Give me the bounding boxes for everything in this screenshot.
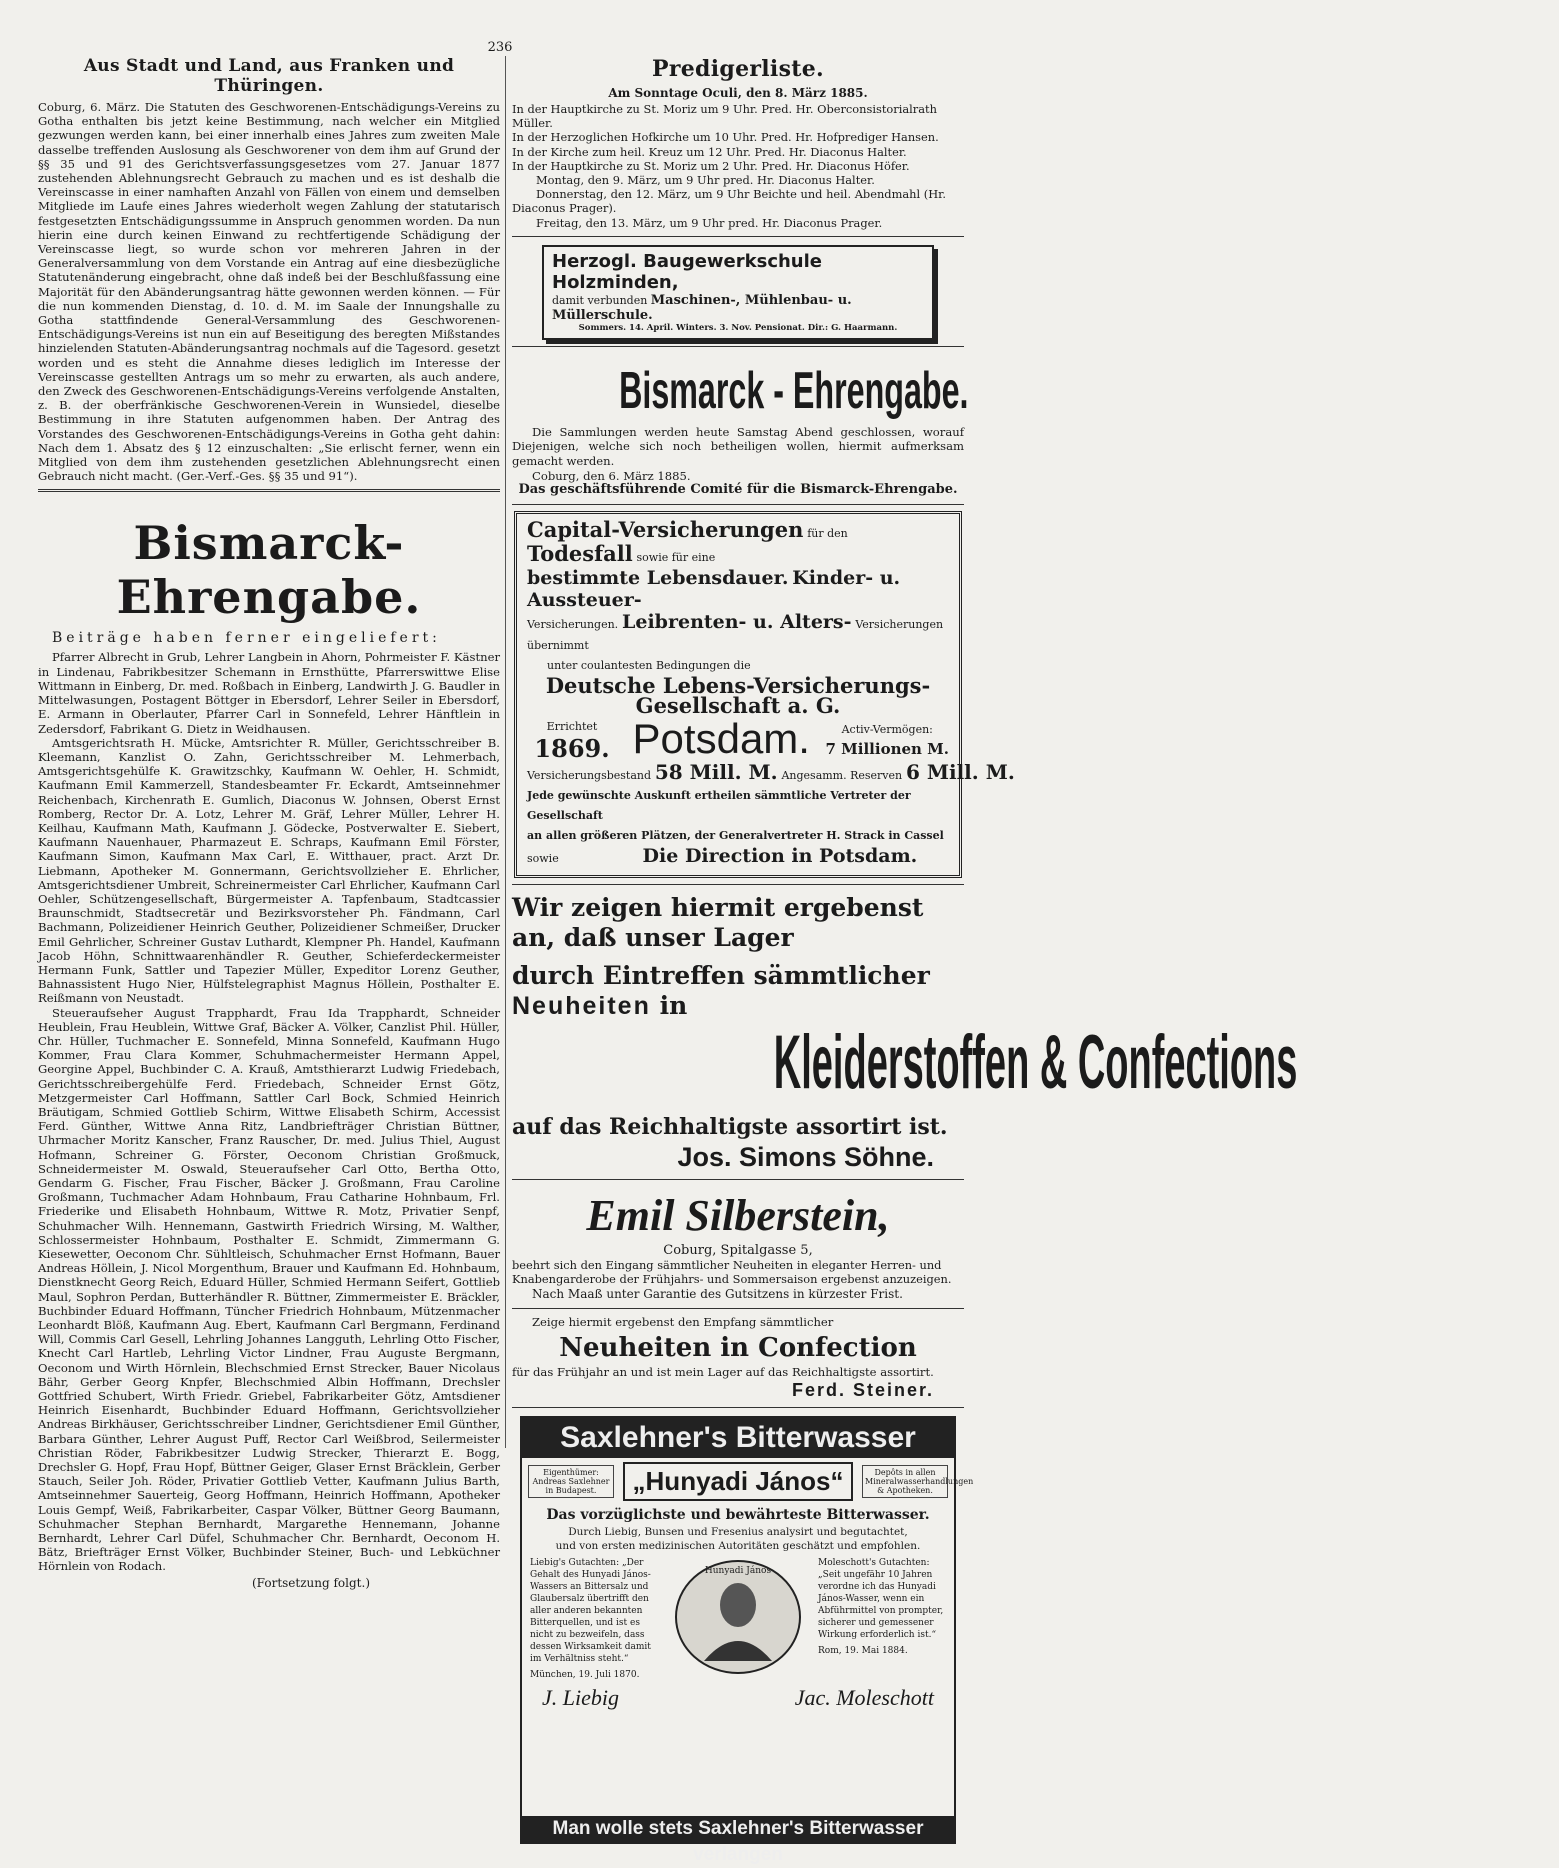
moleschott-text: Moleschott's Gutachten: „Seit ungefähr 10 Jahren verordne ich das Hunyadi János-Wasser, wenn ein Abführmittel von prompter, sicherer und gemessener Wirkung erforderlich ist.“ [818,1557,944,1640]
bismarck-ad-title [512,361,969,421]
silberstein-ad [512,1190,964,1302]
insurance-line: Kinder- u. Aussteuer- [527,566,901,611]
liebig-place: München, 19. Juli 1870. [530,1669,640,1680]
insurance-line: Versicherungen. [527,617,619,631]
saxlehner-banner: Saxlehner's Bitterwasser [522,1418,954,1458]
right-column [512,56,1298,1865]
sermon-date: Am Sonntage Oculi, den 8. März 1885. [608,86,868,100]
insurance-line: unter coulantesten Bedingungen die [547,658,751,672]
saxlehner-brand: „Hunyadi János“ [623,1462,854,1501]
school-prefix: damit verbunden [552,293,648,307]
steiner-line: für das Frühjahr an und ist mein Lager auf das Reichhaltigste assortirt. [512,1365,934,1380]
divider [512,346,964,347]
insurance-city: Potsdam. [632,714,810,762]
school-title: Herzogl. Baugewerkschule Holzminden, [552,250,822,293]
insurance-stock-value: 58 Mill. M. [654,759,778,784]
insurance-company: Deutsche Lebens-Versicherungs-Gesellschaft a. G. [545,672,931,718]
divider [512,884,964,885]
liebig-quote [530,1557,658,1681]
assets-label: Activ-Vermögen: [841,722,933,736]
steiner-firm: Ferd. Steiner. [791,1379,934,1400]
bismarck-ad-signature: Das geschäftsführende Comité für die Bismarck-Ehrengabe. [518,482,958,498]
insurance-line: Todesfall [527,540,633,566]
insurance-line: Jede gewünschte Auskunft ertheilen sämmtliche Vertreter der Gesellschaft [527,788,911,822]
saxlehner-headline: Das vorzüglichste und bewährteste Bitterwasser. [546,1506,930,1523]
saxlehner-depots: Depôts in allen Mineralwasserhandlungen & Apotheken. [862,1465,948,1498]
insurance-stock-label: Versicherungsbestand [527,768,652,782]
sermon-line: In der Herzoglichen Hofkirche um 10 Uhr. Pred. Hr. Hofprediger Hansen. [512,130,939,145]
school-terms: Sommers. 14. April. Winters. 3. Nov. Pensionat. Dir.: G. Haarmann. [578,322,898,333]
saxlehner-subline: und von ersten medizinischen Autoritäten geschätzt und empfohlen. [555,1539,921,1552]
kleider-line-part: durch Eintreffen sämmtlicher [512,960,930,990]
sermon-line: Donnerstag, den 12. März, um 9 Uhr Beichte und heil. Abendmahl (Hr. Diaconus Prager). [512,187,946,216]
saxlehner-subline: Durch Liebig, Bunsen und Fresenius analysirt und begutachtet, [568,1525,908,1538]
section-heading: Aus Stadt und Land, aus Franken und Thüringen. [83,56,455,96]
saxlehner-footer: Man wolle stets Saxlehner's Bitterwasser verlangen [522,1816,954,1842]
liebig-signature: J. Liebig [542,1684,619,1710]
saxlehner-owner: Eigenthümer: Andreas Saxlehner in Budapest. [528,1465,614,1498]
sermon-line: In der Kirche zum heil. Kreuz um 12 Uhr. Pred. Hr. Diaconus Halter. [512,144,907,159]
left-column [38,56,500,1590]
insurance-line: Versicherungen übernimmt [527,617,944,652]
divider [512,1308,964,1309]
insurance-line: Leibrenten- u. Alters- [622,610,852,633]
predigerliste-heading: Predigerliste. [652,56,824,82]
assets-value: 7 Millionen M. [825,739,949,758]
insurance-direction: Die Direction in Potsdam. [642,844,918,867]
steiner-ad [512,1315,964,1401]
kleider-line: Wir zeigen hiermit ergebenst an, daß unser Lager [512,892,924,952]
moleschott-signature: Jac. Moleschott [794,1684,934,1710]
portrait-image [668,1557,808,1677]
insurance-line: sowie für eine [636,550,716,564]
silberstein-text: beehrt sich den Eingang sämmtlicher Neuheiten in eleganter Herren- und Knabengarderobe der Frühjahrs- und Sommersaison ergebenst anzuzeigen. [512,1257,952,1287]
silberstein-name: Emil Silberstein, [586,1190,890,1240]
bismarck-title: Bismarck-Ehrengabe. [116,516,422,625]
founded-label: Errichtet [546,719,598,733]
divider [512,1407,964,1408]
news-article: Coburg, 6. März. Die Statuten des Geschworenen-Entschädigungs-Vereins zu Gotha enthalten bis jetzt keine Bestimmung, nach welcher ein Mitglied gezwungen werden kann, bei einer innerhalb eines Jahres zum zweiten Male dasselbe treffenden Auslosung als Geschworener von dem ihm auf Grund der §§ 35 und 91 des Gerichtsverfassungsgesetzes vom 27. Januar 1877 zustehenden Ablehnungsrecht Gebrauch zu machen und es ist deshalb die Vereinscasse in einer namhaften Anzahl von Fällen von einem und demselben Mitgliede im Laufe eines Jahres wiederholt wegen Zahlung der statutarisch festgesetzten Entschädigungssumme in Anspruch genommen worden. Da nun hierin eine durch keinen Einwand zu rechtfertigende Schädigung der Vereinscasse liegt, so wurde schon vor mehreren Jahren in der Generalversammlung von dem Vorstande ein Antrag auf eine diesbezügliche Statutenänderung eingebracht, ohne daß indeß bei der Beschlußfassung eine Majorität für den Abänderungsantrag hätte gewonnen werden können. — Für die nun kommenden Dienstag, d. 10. d. M. im Saale der Innungshalle zu Gotha stattfindende General-Versammlung des Geschworenen-Entschädigungs-Vereins ist nun ein auf Beseitigung des beregten Mißstandes hinzielenden Statuten-Abänderungsantrag nochmals auf die Tagesord. gesetzt worden und es steht die Annahme dieses lediglich im Interesse der Vereinscasse gestellten Antrags um so mehr zu erwarten, als auch andere, den Zweck des Geschworenen-Entschädigungs-Vereins verfolgende Anstalten, z. B. der oberfränkische Geschworenen-Verein in Wunsiedel, dieselbe Bestimmung in ihre Statuten aufgenommen haben. Der Antrag des Vorstandes des Geschworenen-Entschädigungs-Vereins in Gotha geht dahin: Nach dem 1. Absatz des § 12 einzuschalten: „Sie erlischt ferner, wenn ein Mitglied von dem ihm zustehenden gesetzlichen Ablehnungsrecht einen Gebrauch nicht macht. (Ger.-Verf.-Ges. §§ 35 und 91“). [38,100,500,484]
kleider-ad [512,892,1298,1173]
sermon-list [512,102,964,230]
divider [38,489,500,492]
insurance-line: Capital-Versicherungen [527,516,804,542]
contributors-list: Steueraufseher August Trapphardt, Frau Ida Trapphardt, Schneider Heublein, Frau Heublein, Wittwe Graf, Bäcker A. Völker, Canzlist Phil. Hüller, Chr. Hüller, Tuchmacher E. Sonnefeld, Minna Sonnefeld, Kaufmann Hugo Kommer, Frau Clara Kommer, Schuhmachermeister Hermann Appel, Georgine Appel, Buchbinder C. A. Krauß, Amtsthierarzt Ludwig Friedebach, Gerichtsschreibergehülfe Ferd. Friedebach, Schneider Ernst Götz, Metzgermeister Carl Hoffmann, Sattler Carl Bock, Schmied Heinrich Bräutigam, Schmied Gottlieb Schirm, Wittwe Elisabeth Schirm, Accessist Ferd. Günther, Wittwe Anna Ritz, Landbriefträger Christian Büttner, Uhrmacher Moritz Kanscher, Franz Rauscher, Dr. med. Julius Thiel, August Hofmann, Schreiner G. Förster, Oeconom Christian Großmuck, Schneidermeister M. Oswald, Steueraufseher Carl Otto, Bertha Otto, Gendarm G. Fischer, Frau Fischer, Bäcker J. Großmann, Frau Caroline Großmann, Tuchmacher Adam Hohnbaum, Frau Catharine Hohnbaum, Frl. Friederike und Elisabeth Hohnbaum, Wittwe R. Motz, Privatier Senpf, Schuhmacher Wilh. Hennemann, Gastwirth Friedrich Wirsing, M. Walther, Schlossermeister Hohnbaum, Posthalter E. Schmidt, Zimmermann G. Kiesewetter, Oeconom Chr. Sühltleisch, Schuhmacher Ernst Hofmann, Bauer Andreas Höllein, J. Nicol Morgenthum, Brauer und Kaufmann Ed. Hohnbaum, Dienstknecht Georg Reich, Eduard Hüller, Schmied Hermann Seifert, Gottlieb Maul, Sophron Perdan, Butterhändler R. Büttner, Zimmermeister E. Bräckler, Buchbinder Eduard Hoffmann, Tüncher Friedrich Hohnbaum, Mützenmacher Leonhardt Blöß, Kaufmann Aug. Ebert, Kaufmann Carl Bergmann, Ferdinand Will, Commis Carl Gesell, Lehrling Johannes Langguth, Lehrling Otto Fischer, Knecht Carl Hartleb, Lehrling Victor Lindner, Frau Auguste Bergmann, Oeconom und Wirth Hörnlein, Blechschmied Ernst Strecker, Bauer Nicolaus Bähr, Gerber Georg Knpfer, Blechschmied Albin Hoffmann, Drechsler Gottfried Schubert, Wirth Friedr. Griebel, Fabrikarbeiter Götz, Amtsdiener Heinrich Eisenhardt, Buchbinder Eduard Hoffmann, Gerichtsvollzieher Andreas Birkhäuser, Gerichtsschreiber Lindner, Gerichtsdiener Emil Günther, Barbara Günther, Lehrer August Puff, Rector Carl Weißbrod, Seilermeister Christian Röder, Fabrikbesitzer Ludwig Strecker, Thierarzt E. Bogg, Drechsler G. Hopf, Frau Hopf, Büttner Geiger, Glaser Ernst Bräcklein, Gerber Stauch, Seiler Joh. Röder, Privatier Gottlieb Vetter, Kaufmann Julius Barth, Amtseinnehmer Sauerteig, Georg Hoffmann, Heinrich Hoffmann, Apotheker Louis Gempf, Weiß, Fabrikarbeiter, Caspar Völker, Büttner Georg Baumann, Schuhmacher Stephan Bernhardt, Margarethe Hennemann, Johanne Bernhardt, Lehrer Carl Düfel, Schuhmacher Chr. Bernhardt, Oeconom H. Bätz, Briefträger Ernst Völker, Buchbinder Steiner, Buch- und Lebküchner Hörnlein von Rodach. [38,1005,500,1574]
school-ad [542,245,934,340]
steiner-line: Zeige hiermit ergebenst den Empfang sämmtlicher [532,1314,834,1329]
kleider-line-part: Neuheiten [512,991,651,1020]
kleider-line: auf das Reichhaltigste assortirt ist. [512,1113,948,1140]
moleschott-quote [818,1557,946,1681]
kleider-big-text: Kleiderstoffen & Confections [773,1019,1298,1105]
bismarck-ad-place: Coburg, den 6. März 1885. [532,468,691,483]
insurance-line: sowie [527,851,559,865]
kleider-big [512,1019,1298,1105]
divider [512,236,964,237]
kleider-firm: Jos. Simons Söhne. [677,1141,934,1172]
sermon-line: Montag, den 9. März, um 9 Uhr pred. Hr. Diaconus Halter. [536,173,875,188]
insurance-ad [514,511,1015,878]
bismarck-ad-title-text: Bismarck - Ehrengabe. [619,361,969,420]
sermon-line: In der Hauptkirche zu St. Moriz um 9 Uhr. Pred. Hr. Oberconsistorialrath Müller. [512,102,937,131]
insurance-line: für den [807,526,848,540]
contributors-list: Pfarrer Albrecht in Grub, Lehrer Langbein in Ahorn, Pohrmeister F. Kästner in Lindenau, Fabrikbesitzer Schemann in Ernsthütte, Pfarrerswittwe Elise Wittmann in Einberg, Dr. med. Roßbach in Einberg, Landwirth J. G. Baudler in Mittelwasungen, Postagent Böttger in Ebersdorf, Lehrer Seiler in Ebersdorf, E. Armann in Oberlauter, Pfarrer Carl in Sonnefeld, Lehrer Hänftlein in Zedersdorf, Fabrikant G. Dietz in Weidhausen. [38,650,500,736]
portrait-label: Hunyadi János [704,1565,772,1576]
divider [512,504,964,505]
silberstein-text: Nach Maaß unter Garantie des Gutsitzens in kürzester Frist. [532,1286,903,1301]
column-divider [505,56,506,1448]
continued-note: (Fortsetzung folgt.) [252,1575,370,1590]
school-departments: Maschinen-, Mühlenbau- u. Müllerschule. [552,292,852,323]
silberstein-address: Coburg, Spitalgasse 5, [663,1242,813,1258]
liebig-text: Liebig's Gutachten: „Der Gehalt des Hunyadi János-Wassers an Bittersalz und Glaubersalz übertrifft den aller anderen bekannten Bitterquellen, und ist es nicht zu bezweifeln, dass dessen Wirksamkeit damit im Verhältniss steht.“ [530,1557,651,1664]
sermon-line: In der Hauptkirche zu St. Moriz um 2 Uhr. Pred. Hr. Diaconus Höfer. [512,158,910,173]
divider [512,1179,964,1180]
page-number: 236 [487,40,513,55]
saxlehner-ad [520,1416,974,1865]
insurance-line: bestimmte Lebensdauer. [527,566,789,589]
insurance-line: an allen größeren Plätzen, der Generalvertreter H. Strack in Cassel [527,828,944,842]
reserves-label: Angesamm. Reserven [781,768,903,782]
reserves-value: 6 Mill. M. [905,759,1015,784]
school-subline [552,293,924,323]
bismarck-ad-text: Die Sammlungen werden heute Samstag Abend geschlossen, worauf Diejenigen, welche sich noch betheiligen wollen, hiermit aufmerksam gemacht werden. [512,424,964,469]
steiner-headline: Neuheiten in Confection [559,1333,917,1364]
moleschott-place: Rom, 19. Mai 1884. [818,1645,908,1656]
founded-year: 1869. [534,733,610,763]
kleider-line [512,961,964,1021]
kleider-line-part: in [659,990,688,1020]
contributions-subtitle: Beiträge haben ferner eingeliefert: [52,630,441,647]
sermon-line: Freitag, den 13. März, um 9 Uhr pred. Hr. Diaconus Prager. [536,215,883,230]
contributors-list: Amtsgerichtsrath H. Mücke, Amtsrichter R. Müller, Gerichtsschreiber B. Kleemann, Kanzlist O. Zahn, Gerichtsschreiber M. Lehmerbach, Amtsgerichtsgehülfe K. Grawitzschky, Kaufmann W. Oehler, H. Schmidt, Kaufmann Emil Kammerzell, Standesbeamter Fr. Eckardt, Amtseinnehmer Reichenbach, Kirchenrath E. Gumlich, Diaconus W. Johnsen, Oberst Ernst Romberg, Rector Dr. A. Lotz, Lehrer M. Gräf, Lehrer Müller, Lehrer H. Keilhau, Kaufmann Math, Kaufmann J. Gödecke, Postverwalter E. Siebert, Kaufmann Nauenhauer, Pharmazeut E. Schraps, Kaufmann Emil Förster, Kaufmann Simon, Kaufmann Max Carl, E. Witthauer, pract. Arzt Dr. Liebmann, Apotheker M. Gonnermann, Gerichtsvollzieher E. Ehrlicher, Amtsgerichtsdiener Umbreit, Schreinermeister Carl Ehrlicher, Kaufmann Carl Oehler, Schützengesellschaft, Bürgermeister A. Tapfenbaum, Stadtcassier Braunschmidt, Stadtsecretär und Bezirksvorsteher Ph. Fändmann, Carl Bachmann, Polizeidiener Heinrich Geuther, Polizeidiener Schmeißer, Drucker Emil Gehrlicher, Schreiner Gustav Luthardt, Klempner Ph. Handel, Kaufmann Jacob Höhn, Schnittwaarenhändler R. Geuther, Schieferdeckermeister Hermann Funk, Sattler und Tapezier Müller, Expeditor Lorenz Geuther, Bahnassistent Hugo Nier, Hülfstelegraphist Magnus Höllein, Posthalter E. Reißmann von Neustadt. [38,735,500,1006]
